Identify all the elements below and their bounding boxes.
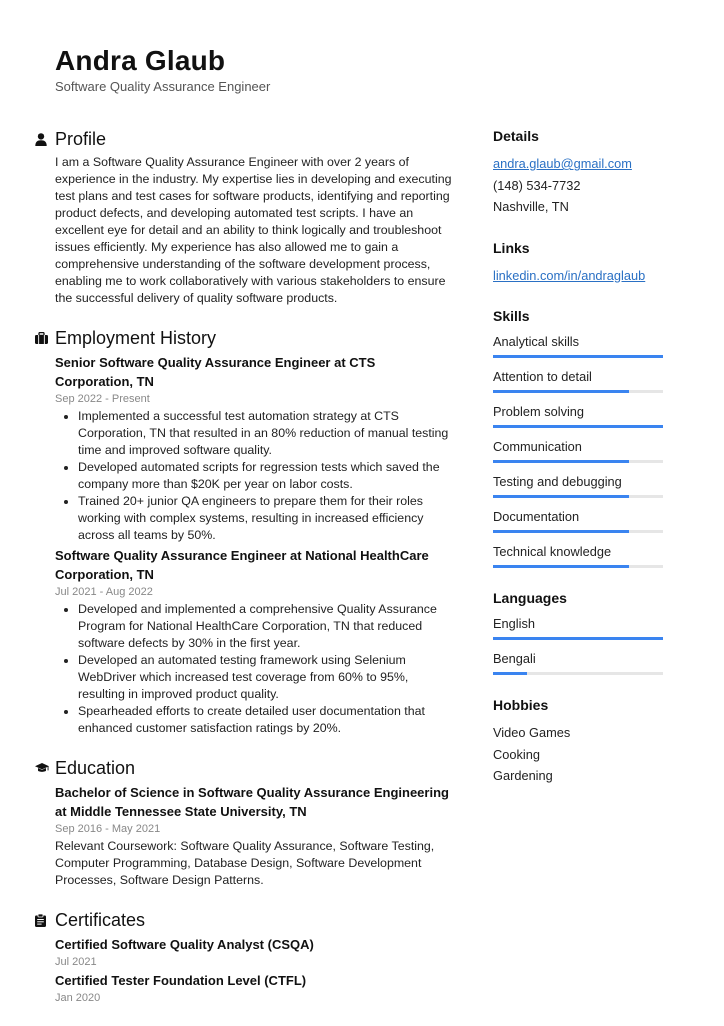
skill-label: Analytical skills [493,334,580,349]
employment-section [35,327,455,737]
links-section [493,238,665,287]
coursework-text: Relevant Coursework: Software Quality Assurance, Software Testing, Computer Programming, Database Design, Software Development Processes, Software Design Patterns. [55,839,435,887]
languages-section [493,588,665,675]
location: Nashville, TN [493,199,569,214]
bullet-item: • Trained 20+ junior QA engineers to prepare them for their roles working with complex systems, resulting in increased efficiency across all teams by 50%. [78,493,455,544]
job-title: Software Quality Assurance Engineer at National HealthCare Corporation, TN [55,548,429,582]
details-heading: Details [493,128,539,144]
skill-item [493,403,665,428]
languages-heading: Languages [493,590,567,606]
certificate-title: Certified Software Quality Analyst (CSQA) [55,937,314,952]
section-title: Certificates [55,909,146,930]
skill-level-fill [493,425,663,428]
skill-item [493,508,665,533]
certificates-heading [35,909,455,931]
hobby-item: Video Games [493,725,571,740]
skill-label: Problem solving [493,404,585,419]
skill-level-fill [493,495,629,498]
skills-heading: Skills [493,308,530,324]
certificates-section [35,909,455,1006]
education-date: Sep 2016 - May 2021 [55,823,161,835]
language-level-bar [493,637,663,640]
language-label: English [493,616,535,631]
skill-level-fill [493,390,629,393]
certificate-date: Jul 2021 [55,956,97,968]
skill-level-bar [493,530,663,533]
section-title: Education [55,757,136,778]
hobby-item: Gardening [493,768,553,783]
email-link[interactable]: andra.glaub@gmail.com [493,156,632,171]
details-section [493,126,665,218]
person-icon [35,133,55,146]
skill-level-bar [493,460,663,463]
skill-level-fill [493,530,629,533]
skill-level-bar [493,390,663,393]
language-label: Bengali [493,651,536,666]
language-item [493,650,665,675]
clipboard-icon [35,914,55,927]
main-column [35,128,455,1026]
job-title: Senior Software Quality Assurance Engineer at CTS Corporation, TN [55,355,376,389]
hobbies-heading: Hobbies [493,697,549,713]
skill-level-fill [493,355,663,358]
bullet-item: • Spearheaded efforts to create detailed user documentation that enhanced customer satisfaction ratings by 20%. [78,703,455,737]
education-entry [55,783,455,889]
links-heading: Links [493,239,530,256]
job-date: Sep 2022 - Present [55,393,150,405]
employment-heading [35,327,455,349]
skill-item [493,473,665,498]
skills-section [493,306,665,568]
skill-level-fill [493,565,629,568]
bullet-item: • Implemented a successful test automation strategy at CTS Corporation, TN that resulted in an 80% reduction of manual testing time and improved software quality. [78,408,455,459]
candidate-name: Andra Glaub [55,45,226,76]
graduation-cap-icon [35,763,55,773]
candidate-title: Software Quality Assurance Engineer [55,79,271,94]
skill-item [493,368,665,393]
job-bullets [55,601,455,737]
skill-list [493,333,665,568]
hobbies-section [493,695,665,787]
certificate-date: Jan 2020 [55,992,101,1004]
bullet-item: • Developed and implemented a comprehensive Quality Assurance Program for National HealthCare Corporation, TN that reduced software defects by 30% in the first year. [78,601,455,652]
education-heading [35,757,455,779]
skill-item [493,438,665,463]
bullet-item: • Developed an automated testing framework using Selenium WebDriver which increased test coverage from 60% to 95%, resulting in improved product quality. [78,652,455,703]
degree-title: Bachelor of Science in Software Quality Assurance Engineering at Middle Tennessee State University, TN [55,785,449,819]
job-bullets [55,408,455,544]
bullet-item: • Developed automated scripts for regression tests which saved the company more than $20K per year on labor costs. [78,459,455,493]
profile-heading [35,128,455,150]
profile-section [35,128,455,307]
skill-level-bar [493,355,663,358]
job-entry [55,546,455,737]
job-entry [55,353,455,544]
skill-level-bar [493,425,663,428]
language-item [493,615,665,640]
skill-label: Attention to detail [493,369,592,384]
job-date: Jul 2021 - Aug 2022 [55,586,153,598]
employment-entries [55,353,455,737]
section-title: Employment History [55,327,217,348]
education-section [35,757,455,889]
skill-level-bar [493,565,663,568]
section-title: Profile [55,128,107,149]
skill-label: Technical knowledge [493,544,612,559]
skill-item [493,543,665,568]
skill-label: Communication [493,439,582,454]
skill-label: Testing and debugging [493,474,622,489]
profile-text: I am a Software Quality Assurance Engineer with over 2 years of experience in the industry. My expertise lies in developing and executing test plans and test cases for software products, identifying and reporting product defects, and developing automated test scripts. I have an excellent eye for detail and an ability to think logically and troubleshoot issues efficiently. My experience has also allowed me to gain a comprehensive understanding of the software development process, enabling me to work collaboratively with various stakeholders to ensure the successful delivery of quality software products. [55,155,452,305]
resume-header [55,44,270,94]
skill-item [493,333,665,358]
language-level-fill [493,637,663,640]
hobby-item: Cooking [493,746,540,762]
sidebar [493,126,665,807]
language-level-bar [493,672,663,675]
linkedin-link[interactable]: linkedin.com/in/andraglaub [493,267,646,283]
phone-number: (148) 534-7732 [493,177,581,193]
language-list [493,615,665,675]
certificate-list [55,935,455,1006]
language-level-fill [493,672,527,675]
skill-level-fill [493,460,629,463]
certificate-title: Certified Tester Foundation Level (CTFL) [55,973,307,988]
skill-level-bar [493,495,663,498]
briefcase-icon [35,332,55,344]
skill-label: Documentation [493,509,580,524]
